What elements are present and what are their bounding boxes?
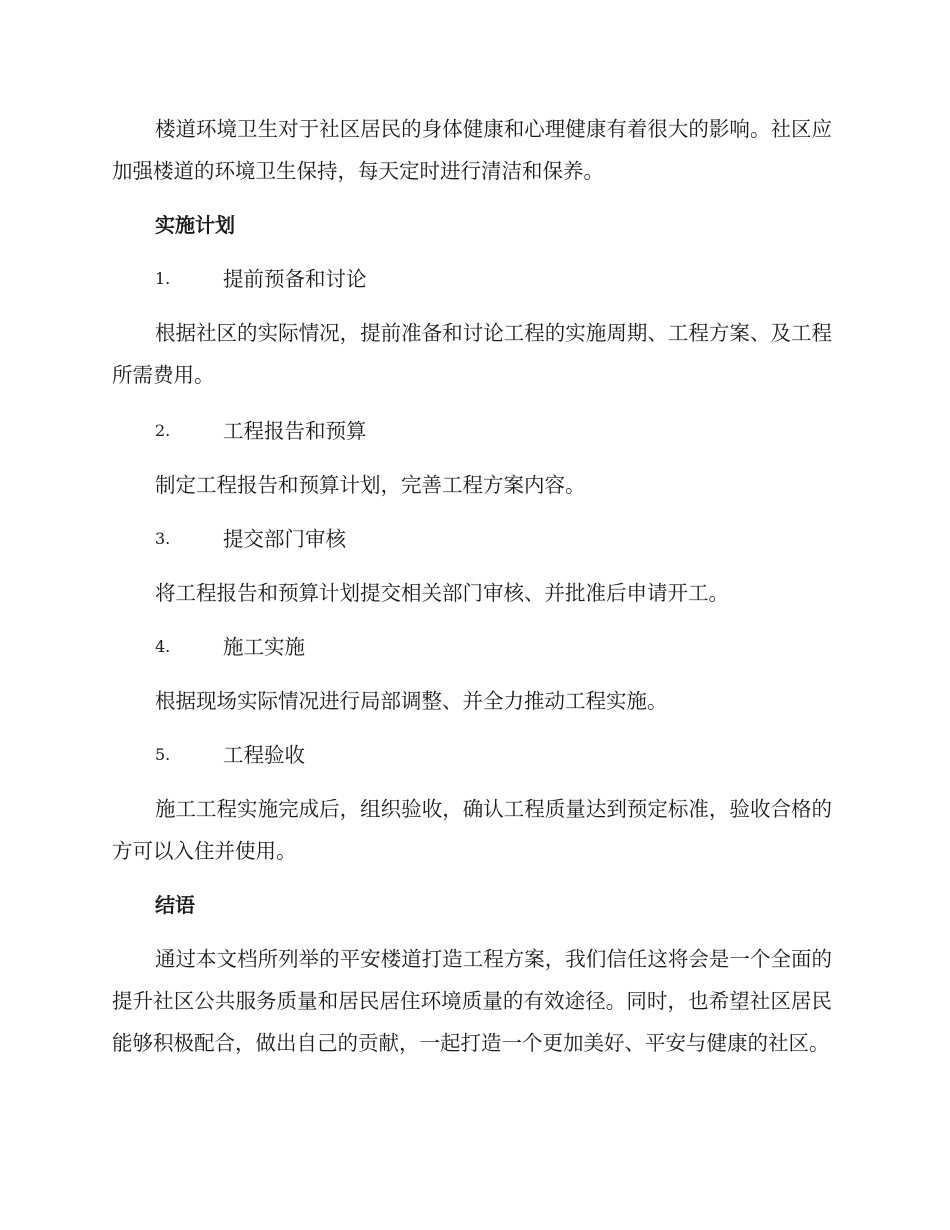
step-number: 5. (155, 745, 171, 764)
step-paragraph-5: 施工工程实施完成后，组织验收，确认工程质量达到预定标准，验收合格的方可以入住并使用。 (112, 797, 832, 863)
intro-paragraph: 楼道环境卫生对于社区居民的身体健康和心理健康有着很大的影响。社区应加强楼道的环境卫生保持，每天定时进行清洁和保养。 (112, 117, 832, 183)
step-number: 1. (155, 269, 171, 288)
step-paragraph-1: 根据社区的实际情况，提前准备和讨论工程的实施周期、工程方案、及工程所需费用。 (112, 321, 832, 387)
step-title: 提前预备和讨论 (223, 267, 367, 291)
section-heading-conclusion: 结语 (155, 893, 195, 917)
step-heading-3 (112, 518, 832, 560)
step-number: 4. (155, 637, 171, 656)
conclusion-paragraph: 通过本文档所列举的平安楼道打造工程方案，我们信任这将会是一个全面的提升社区公共服务质量和居民居住环境质量的有效途径。同时，也希望社区居民能够积极配合，做出自己的贡献，一起打造一个更加美好、平安与健康的社区。 (112, 947, 832, 1055)
step-title: 工程报告和预算 (223, 419, 367, 443)
step-paragraph-4: 根据现场实际情况进行局部调整、并全力推动工程实施。 (155, 689, 668, 713)
step-heading-4 (112, 626, 832, 668)
step-title: 工程验收 (223, 743, 305, 767)
step-heading-5 (112, 734, 832, 776)
step-paragraph-2: 制定工程报告和预算计划，完善工程方案内容。 (155, 473, 586, 497)
step-heading-1 (112, 258, 832, 300)
step-paragraph-3: 将工程报告和预算计划提交相关部门审核、并批准后申请开工。 (155, 581, 729, 605)
step-title: 施工实施 (223, 635, 305, 659)
document-page (112, 108, 832, 1064)
step-number: 2. (155, 421, 171, 440)
step-number: 3. (155, 529, 171, 548)
section-heading-plan: 实施计划 (155, 213, 235, 237)
step-heading-2 (112, 410, 832, 452)
step-title: 提交部门审核 (223, 527, 346, 551)
